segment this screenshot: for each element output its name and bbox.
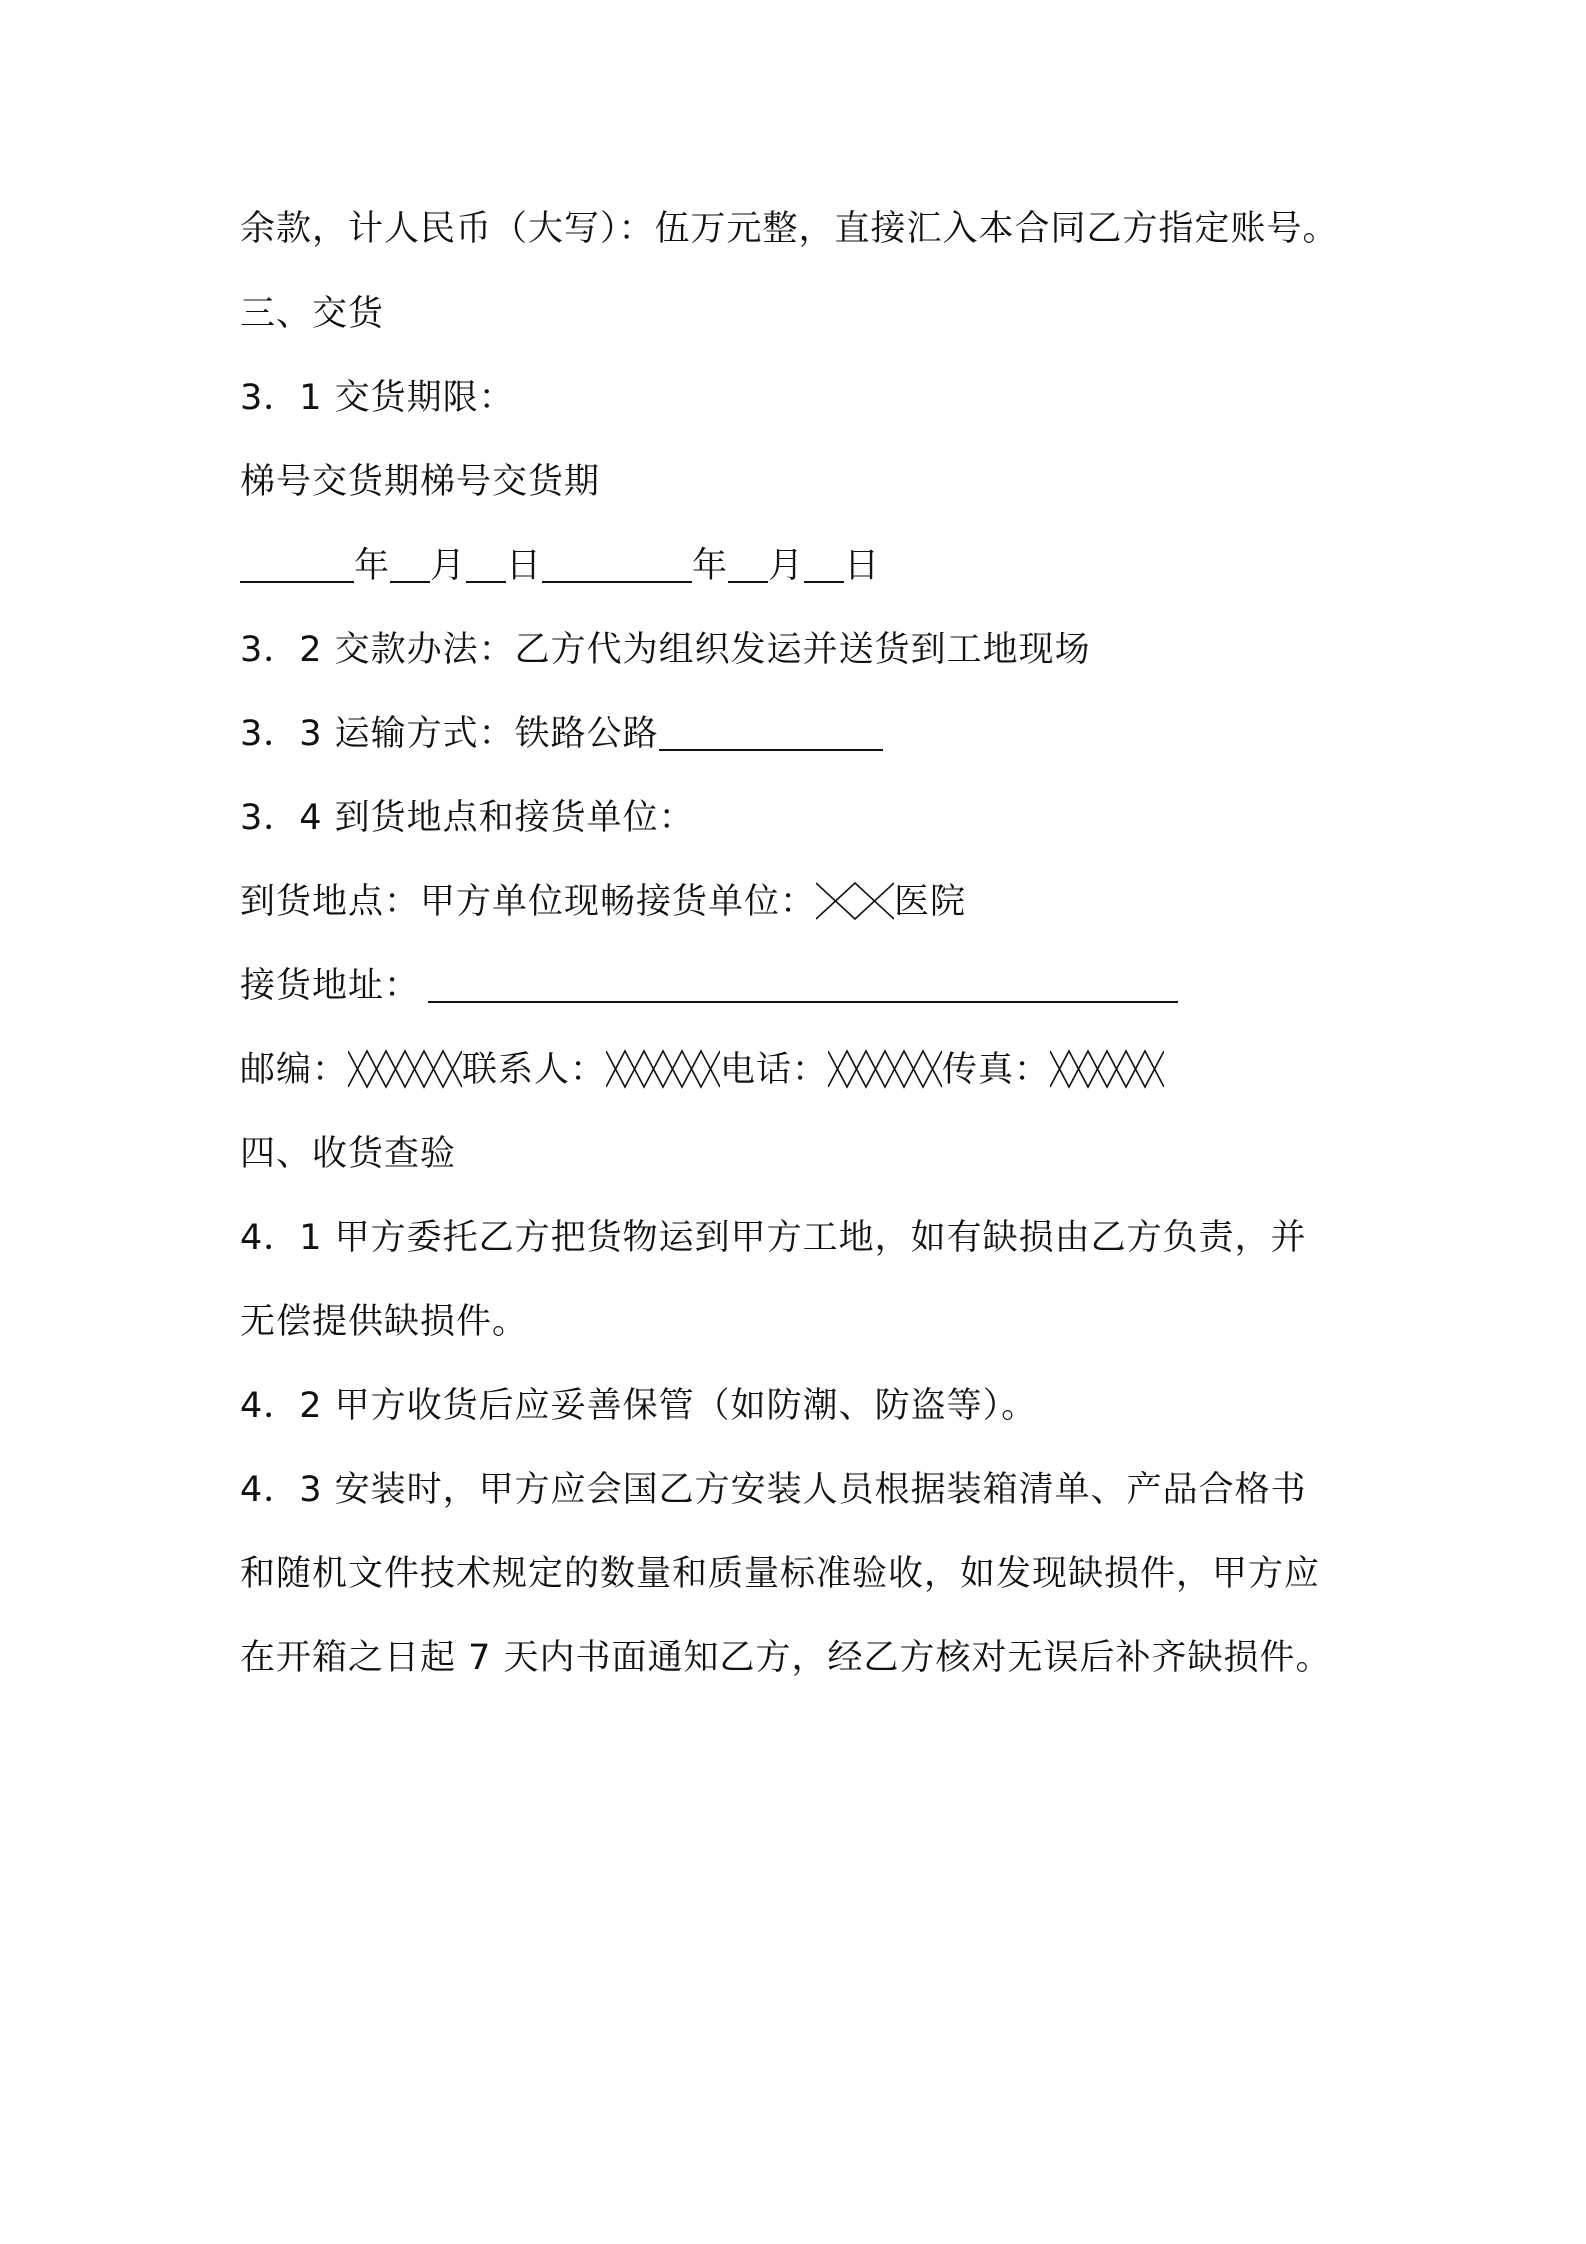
- clause-3-2-payment-method: 3．2 交款办法：乙方代为组织发运并送货到工地现场: [240, 630, 1091, 670]
- blank-field: [240, 545, 354, 583]
- contact-info-line: [240, 1046, 1164, 1094]
- redaction-mark-icon: [348, 1049, 462, 1089]
- redaction-mark-icon: [606, 1049, 720, 1089]
- paragraph-balance-payment: 余款，计人民币（大写）：伍万元整，直接汇入本合同乙方指定账号。: [240, 209, 1339, 249]
- blank-field: [428, 965, 1178, 1003]
- redaction-mark-icon: [1050, 1049, 1164, 1089]
- blank-field: [728, 545, 768, 583]
- date-day-label: 日: [506, 546, 543, 586]
- clause-3-4-destination: 3．4 到货地点和接货单位：: [240, 798, 695, 838]
- phone-label: 电话：: [720, 1050, 829, 1090]
- date-month-label: 月: [768, 546, 805, 586]
- date-month-label: 月: [430, 546, 467, 586]
- date-year-label: 年: [354, 546, 391, 586]
- delivery-date-fill-line: [240, 542, 880, 590]
- blank-field: [659, 713, 883, 751]
- clause-4-3-line-1: 4．3 安装时，甲方应会国乙方安装人员根据装箱清单、产品合格书: [240, 1470, 1307, 1510]
- clause-4-2: 4．2 甲方收货后应妥善保管（如防潮、防盗等）。: [240, 1386, 1038, 1426]
- contact-person-label: 联系人：: [462, 1050, 607, 1090]
- clause-3-3-transport: [240, 710, 883, 758]
- clause-4-3-line-3: 在开箱之日起 7 天内书面通知乙方，经乙方核对无误后补齐缺损件。: [240, 1638, 1332, 1678]
- section-heading-inspection: 四、收货查验: [240, 1134, 457, 1174]
- fax-label: 传真：: [942, 1050, 1051, 1090]
- redaction-mark-icon: [828, 1049, 942, 1089]
- blank-field: [390, 545, 430, 583]
- redaction-mark-icon: [816, 881, 894, 921]
- clause-4-3-line-2: 和随机文件技术规定的数量和质量标准验收，如发现缺损件，甲方应: [240, 1554, 1321, 1594]
- date-year-label: 年: [692, 546, 729, 586]
- transport-label: 3．3 运输方式：铁路公路: [240, 714, 659, 754]
- postcode-label: 邮编：: [240, 1050, 349, 1090]
- clause-4-1-line-2: 无偿提供缺损件。: [240, 1302, 529, 1342]
- blank-field: [804, 545, 844, 583]
- blank-field: [466, 545, 506, 583]
- section-heading-delivery: 三、交货: [240, 294, 385, 334]
- address-label: 接货地址：: [240, 966, 421, 1006]
- blank-field: [542, 545, 692, 583]
- clause-3-1-delivery-period: 3．1 交货期限：: [240, 378, 515, 418]
- destination-and-receiver-line: [240, 878, 966, 926]
- delivery-table-header: 梯号交货期梯号交货期: [240, 462, 601, 502]
- clause-4-1-line-1: 4．1 甲方委托乙方把货物运到甲方工地，如有缺损由乙方负责，并: [240, 1218, 1307, 1258]
- hospital-label: 医院: [894, 882, 967, 922]
- receiving-address-line: [240, 962, 1178, 1010]
- date-day-label: 日: [844, 546, 881, 586]
- destination-label: 到货地点：甲方单位现畅接货单位：: [240, 882, 817, 922]
